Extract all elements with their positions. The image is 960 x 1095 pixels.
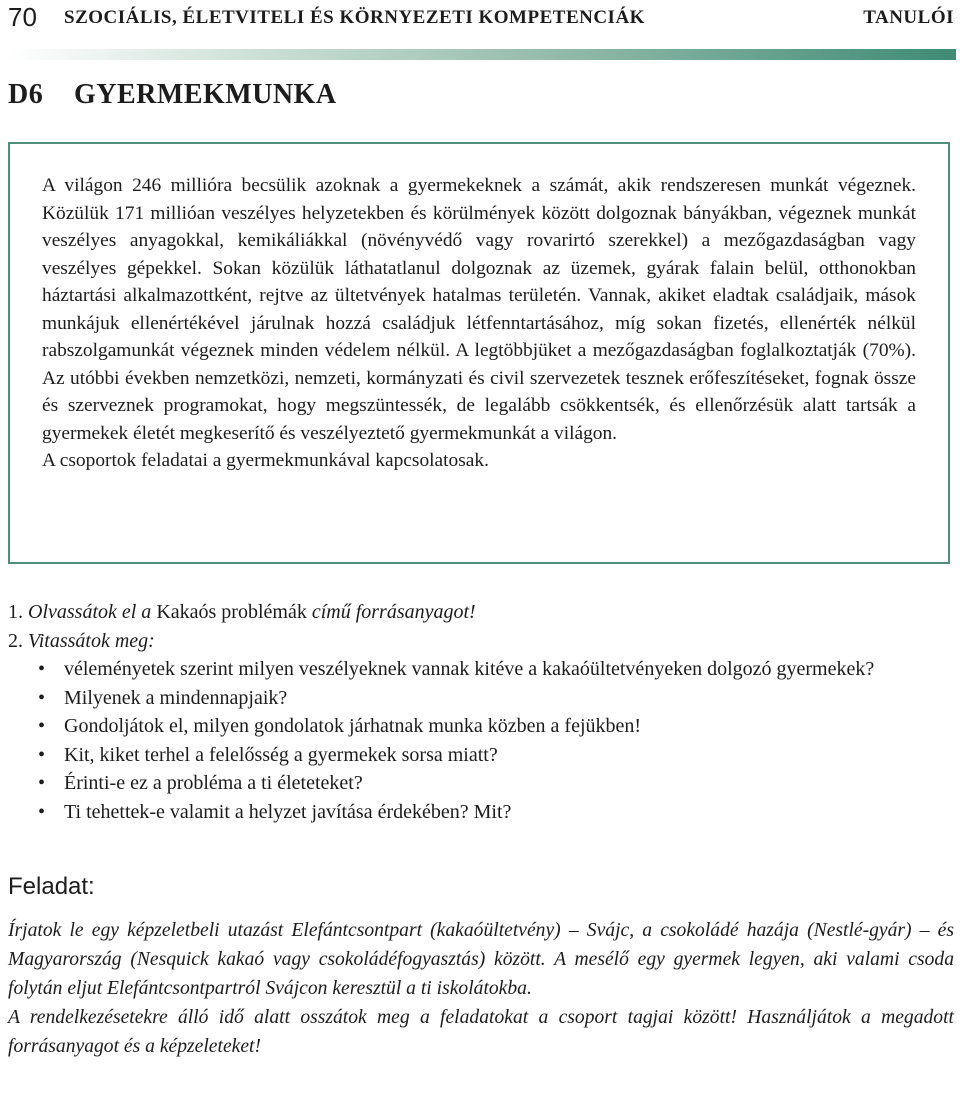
intro-paragraph: A világon 246 millióra becsülik azoknak a gyermekeknek a számát, akik rendszeresen munkát végeznek. Közülük 171 millióan veszélyes helyzetekben és körülmények között dolgoznak bányákban, végeznek munkát veszélyes anyagokkal, kemikáliákkal (növényvédő vagy rovarirtó szerekkel) a mezőgazdaságban vagy veszélyes gépekkel. Sokan közülük láthatatlanul dolgoznak az üzemek, gyárak falain belül, otthonokban háztartási alkalmazottként, rejtve az ültetvények hatalmas területén. Vannak, akiket eladtak családjaik, mások munkájuk ellenértékével járulnak hozzá családjuk létfenntartásához, míg sokan fizetés, ellenérték nélkül rabszolgamunkát végeznek minden védelem nélkül. A legtöbbjüket a mezőgazdaságban foglalkoztatják (70%). Az utóbbi években nemzetközi, nemzeti, kormányzati és civil szervezetek tesznek erőfeszítéseket, fognak össze és szerveznek programokat, hogy megszüntessék, de legalább csökkentsék, és ellenőrzésük alatt tartsák a gyermekek életét megkeserítő és veszélyeztető gyermekmunkát a világon. bbox=[42, 175, 916, 444]
task-2 bbox=[8, 627, 956, 656]
bullet-icon: • bbox=[38, 772, 46, 794]
audience-label: TANULÓI bbox=[863, 7, 954, 28]
assignment-heading: Feladat: bbox=[8, 873, 95, 900]
unit-code: D6 bbox=[8, 79, 44, 110]
assignment-body bbox=[8, 916, 954, 1061]
assignment-paragraph-2: A rendelkezésetekre álló idő alatt osszátok meg a feladatokat a csoport tagjai között! Használjátok a megadott forrásanyagot és a képzeleteket! bbox=[8, 1007, 954, 1057]
assignment-paragraph-1: Írjatok le egy képzeletbeli utazást Elefántcsontpart (kakaóültetvény) – Svájc, a csokoládé hazája (Nestlé-gyár) – és Magyarország (Nesquick kakaó vagy csokoládéfogyasztás) között. A mesélő egy gyermek legyen, aki valami csoda folytán eljut Elefántcsontpartról Svájcon keresztül a ti iskolátokba. bbox=[8, 920, 954, 999]
bullet-text: véleményetek szerint milyen veszélyeknek vannak kitéve a kakaóültetvényeken dolgozó gyermekek? bbox=[64, 658, 875, 680]
bullet-text: Gondoljátok el, milyen gondolatok járhatnak munka közben a fejükben! bbox=[64, 715, 642, 737]
task-1-source-title: Kakaós problémák bbox=[156, 601, 307, 623]
page-number: 70 bbox=[8, 2, 37, 32]
bullet-icon: • bbox=[38, 658, 46, 680]
task-1-number: 1. bbox=[8, 601, 23, 623]
list-item bbox=[8, 655, 956, 684]
section-title: SZOCIÁLIS, ÉLETVITELI ÉS KÖRNYEZETI KOMPETENCIÁK bbox=[64, 7, 645, 28]
page-header bbox=[8, 2, 954, 32]
bullet-icon: • bbox=[38, 743, 46, 766]
bullet-text: Ti tehettek-e valamit a helyzet javítása érdekében? Mit? bbox=[64, 800, 512, 823]
bullet-text: Érinti-e ez a probléma a ti életeteket? bbox=[64, 772, 363, 794]
bullet-icon: • bbox=[38, 800, 46, 823]
task-1 bbox=[8, 598, 956, 627]
task-list bbox=[8, 598, 956, 826]
bullet-text: Milyenek a mindennapjaik? bbox=[64, 686, 288, 709]
list-item bbox=[8, 712, 956, 741]
task-1-prefix: Olvassátok el a bbox=[28, 601, 152, 623]
task-2-number: 2. bbox=[8, 629, 23, 652]
unit-title-text: GYERMEKMUNKA bbox=[74, 79, 337, 110]
task-2-text: Vitassátok meg: bbox=[28, 629, 155, 652]
list-item bbox=[8, 769, 956, 798]
unit-title bbox=[8, 76, 337, 114]
intro-box bbox=[8, 142, 950, 564]
bullet-icon: • bbox=[38, 715, 46, 737]
list-item bbox=[8, 684, 956, 713]
task-1-suffix: című forrásanyagot! bbox=[311, 601, 476, 623]
bullet-icon: • bbox=[38, 686, 46, 709]
intro-closing: A csoportok feladatai a gyermekmunkával kapcsolatosak. bbox=[42, 450, 489, 471]
discussion-bullets bbox=[8, 655, 956, 826]
list-item bbox=[8, 741, 956, 770]
header-divider-bar bbox=[8, 49, 956, 60]
list-item bbox=[8, 798, 956, 827]
bullet-text: Kit, kiket terhel a felelősség a gyermekek sorsa miatt? bbox=[64, 743, 498, 766]
